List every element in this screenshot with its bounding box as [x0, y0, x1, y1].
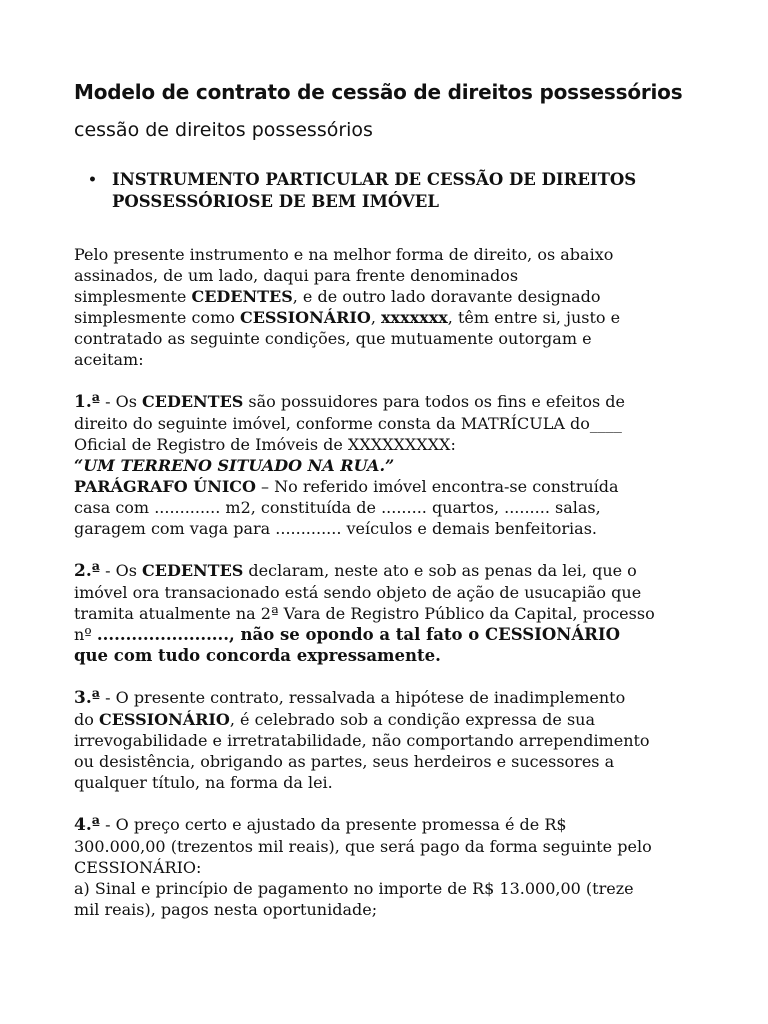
property-description: “UM TERRENO SITUADO NA RUA.” — [74, 456, 395, 475]
clause-4 — [74, 814, 728, 920]
bullet-icon: • — [88, 172, 97, 188]
intro-line: aceitam: — [74, 350, 144, 369]
clause-line: casa com ............. m2, constituída de ......... quartos, ......... salas, — [74, 498, 601, 517]
clause-line — [74, 391, 728, 413]
clause-line — [74, 476, 728, 497]
clause-line — [74, 560, 728, 582]
clause-line: direito do seguinte imóvel, conforme consta da MATRÍCULA do____ — [74, 414, 622, 433]
clause-line-emphasis: que com tudo concorda expressamente. — [74, 646, 441, 665]
clause-line — [74, 624, 728, 645]
clause-line: qualquer título, na forma da lei. — [74, 773, 333, 792]
clause-line: irrevogabilidade e irretratabilidade, não comportando arrependimento — [74, 731, 650, 750]
text-span: , — [370, 308, 381, 327]
cessionario-term: CESSIONÁRIO — [239, 308, 371, 327]
clause-line — [74, 814, 728, 836]
cedentes-term: CEDENTES — [142, 392, 244, 411]
intro-paragraph — [74, 244, 728, 370]
text-span: declaram, neste ato e sob as penas da lei, que o — [243, 561, 637, 580]
intro-line — [74, 307, 728, 328]
heading-line-1: INSTRUMENTO PARTICULAR DE CESSÃO DE DIREITOS — [112, 170, 637, 189]
clause-number: 1.ª — [74, 392, 101, 412]
clause-number: 3.ª — [74, 688, 101, 708]
text-span: , é celebrado sob a condição expressa de sua — [229, 710, 595, 729]
clause-line: 300.000,00 (trezentos mil reais), que será pago da forma seguinte pelo — [74, 837, 652, 856]
text-span: são possuidores para todos os fins e efeitos de — [243, 392, 625, 411]
text-span: , e de outro lado doravante designado — [292, 287, 601, 306]
heading-line-2: POSSESSÓRIOSE DE BEM IMÓVEL — [112, 192, 439, 211]
clause-2 — [74, 560, 728, 666]
text-span: simplesmente — [74, 287, 192, 306]
text-span: - Os — [100, 392, 143, 411]
clause-line: a) Sinal e princípio de pagamento no importe de R$ 13.000,00 (treze — [74, 879, 634, 898]
heading-list — [74, 169, 728, 213]
paragrafo-unico-label: PARÁGRAFO ÚNICO — [74, 477, 256, 496]
clause-line: tramita atualmente na 2ª Vara de Registro Público da Capital, processo — [74, 604, 655, 623]
text-span: - O presente contrato, ressalvada a hipótese de inadimplemento — [100, 688, 626, 707]
clause-1 — [74, 391, 728, 539]
intro-line: Pelo presente instrumento e na melhor forma de direito, os abaixo — [74, 245, 614, 264]
party-name-placeholder: xxxxxxx — [381, 308, 448, 327]
text-span: nº — [74, 625, 97, 644]
text-span: - O preço certo e ajustado da presente promessa é de R$ — [100, 815, 567, 834]
text-span: – No referido imóvel encontra-se construída — [255, 477, 619, 496]
instrument-heading — [74, 169, 728, 213]
clause-line: mil reais), pagos nesta oportunidade; — [74, 900, 378, 919]
cessionario-term: CESSIONÁRIO — [98, 710, 230, 729]
clause-line: garagem com vaga para ............. veículos e demais benfeitorias. — [74, 519, 598, 538]
clause-number: 2.ª — [74, 561, 101, 581]
intro-line: assinados, de um lado, daqui para frente denominados — [74, 266, 519, 285]
cedentes-term: CEDENTES — [142, 561, 244, 580]
intro-line: contratado as seguinte condições, que mutuamente outorgam e — [74, 329, 592, 348]
document-subtitle: cessão de direitos possessórios — [74, 119, 373, 141]
clause-line: imóvel ora transacionado está sendo objeto de ação de usucapião que — [74, 583, 642, 602]
clause-number: 4.ª — [74, 815, 101, 835]
clause-line — [74, 709, 728, 730]
document-title: Modelo de contrato de cessão de direitos possessórios — [74, 80, 683, 104]
clause-3 — [74, 687, 728, 793]
clause-line — [74, 687, 728, 709]
clause-line: CESSIONÁRIO: — [74, 858, 202, 877]
text-span: - Os — [100, 561, 143, 580]
cedentes-term: CEDENTES — [191, 287, 293, 306]
clause-line: Oficial de Registro de Imóveis de XXXXXXXXX: — [74, 435, 456, 454]
text-span: , têm entre si, justo e — [447, 308, 621, 327]
text-span: simplesmente como — [74, 308, 240, 327]
clause-line: ou desistência, obrigando as partes, seus herdeiros e sucessores a — [74, 752, 615, 771]
intro-line — [74, 286, 728, 307]
process-number-emphasis: ......................., não se opondo a tal fato o CESSIONÁRIO — [96, 625, 620, 644]
text-span: do — [74, 710, 99, 729]
